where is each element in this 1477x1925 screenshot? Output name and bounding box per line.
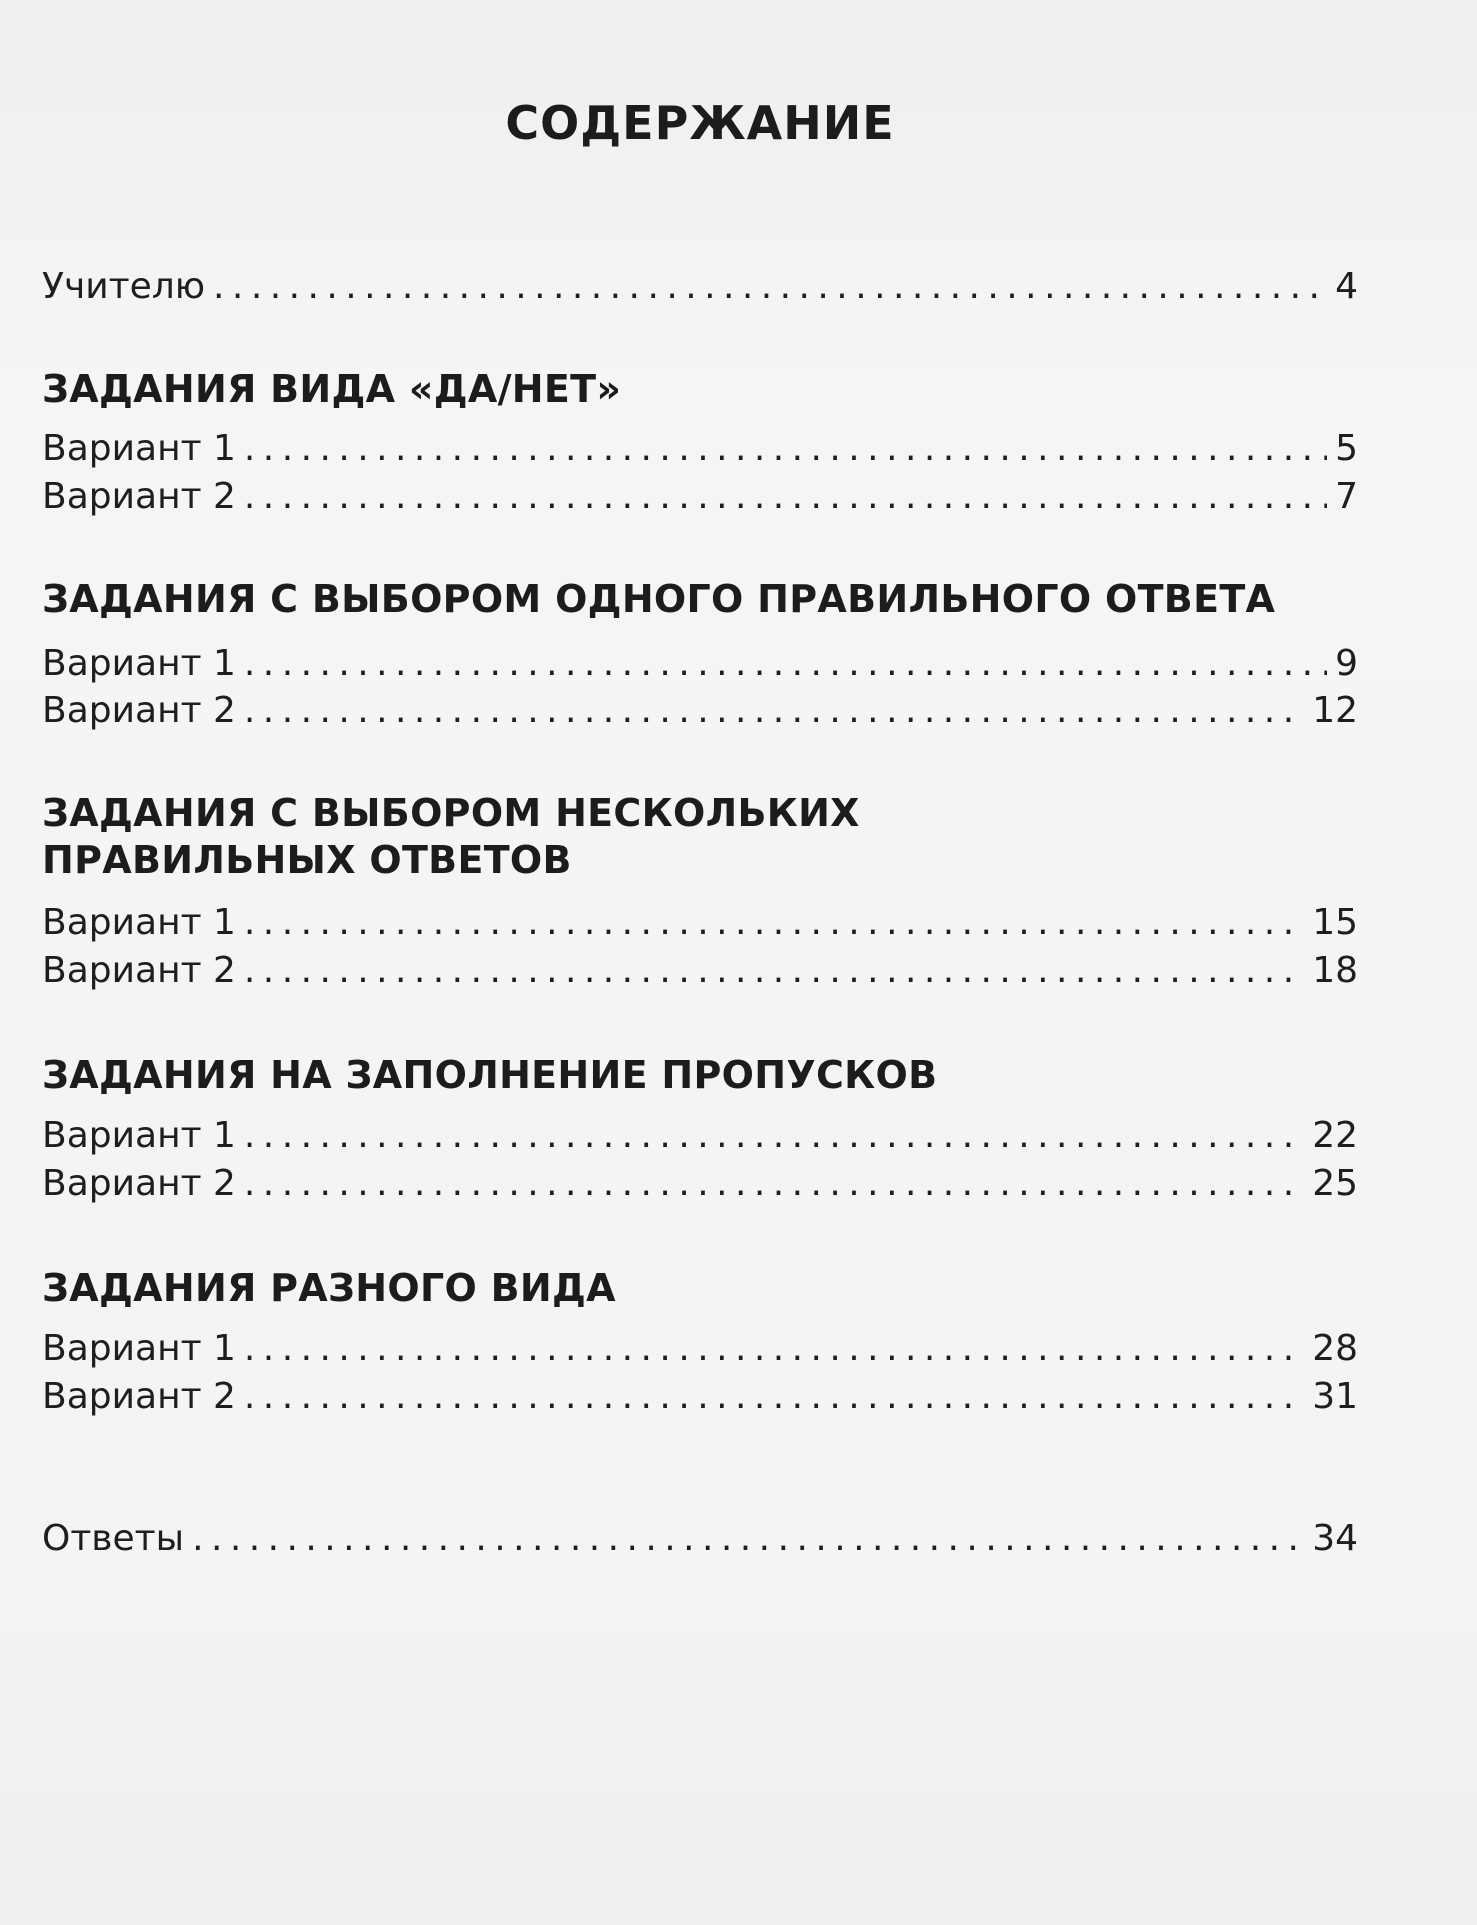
toc-entry-page: 12 [1312,690,1358,731]
leader-dots [192,1518,1304,1559]
toc-entry-multiple-choice-variant-2[interactable] [42,950,1358,998]
toc-entry-label: Вариант 2 [42,1163,236,1204]
leader-dots [244,428,1327,469]
leader-dots [244,1115,1304,1156]
toc-entry-page: 15 [1312,902,1358,943]
toc-entry-single-choice-variant-2[interactable] [42,690,1358,738]
section-heading-fill-gaps: ЗАДАНИЯ НА ЗАПОЛНЕНИЕ ПРОПУСКОВ [42,1053,938,1097]
toc-entry-answers[interactable] [42,1518,1358,1566]
toc-entry-page: 4 [1335,266,1358,307]
section-heading-line: ПРАВИЛЬНЫХ ОТВЕТОВ [42,838,572,882]
toc-entry-label: Вариант 1 [42,1115,236,1156]
toc-entry-page: 34 [1312,1518,1358,1559]
toc-entry-page: 28 [1312,1328,1358,1369]
toc-entry-mixed-variant-1[interactable] [42,1328,1358,1376]
toc-entry-label: Вариант 1 [42,902,236,943]
toc-entry-multiple-choice-variant-1[interactable] [42,902,1358,950]
toc-entry-page: 25 [1312,1163,1358,1204]
toc-entry-mixed-variant-2[interactable] [42,1376,1358,1424]
toc-entry-label: Вариант 2 [42,476,236,517]
section-heading-yes-no: ЗАДАНИЯ ВИДА «ДА/НЕТ» [42,367,622,411]
toc-entry-label: Ответы [42,1518,185,1559]
toc-entry-page: 7 [1335,476,1358,517]
toc-entry-label: Учителю [42,266,206,307]
section-heading-mixed: ЗАДАНИЯ РАЗНОГО ВИДА [42,1266,616,1310]
leader-dots [244,690,1304,731]
leader-dots [244,950,1304,991]
toc-entry-page: 9 [1335,643,1358,684]
page-title: СОДЕРЖАНИЕ [505,96,895,150]
toc-entry-label: Вариант 1 [42,1328,236,1369]
toc-entry-page: 5 [1335,428,1358,469]
leader-dots [244,1163,1304,1204]
leader-dots [244,902,1304,943]
toc-entry-fill-gaps-variant-1[interactable] [42,1115,1358,1163]
toc-entry-page: 31 [1312,1376,1358,1417]
leader-dots [244,643,1327,684]
toc-entry-label: Вариант 2 [42,950,236,991]
toc-entry-fill-gaps-variant-2[interactable] [42,1163,1358,1211]
toc-entry-yes-no-variant-2[interactable] [42,476,1358,524]
toc-entry-page: 18 [1312,950,1358,991]
section-heading-line: ЗАДАНИЯ С ВЫБОРОМ НЕСКОЛЬКИХ [42,791,860,835]
toc-entry-label: Вариант 1 [42,643,236,684]
toc-entry-label: Вариант 2 [42,1376,236,1417]
toc-entry-yes-no-variant-1[interactable] [42,428,1358,476]
leader-dots [213,266,1327,307]
toc-entry-single-choice-variant-1[interactable] [42,643,1358,691]
section-heading-single-choice: ЗАДАНИЯ С ВЫБОРОМ ОДНОГО ПРАВИЛЬНОГО ОТВЕТА [42,577,1276,621]
toc-entry-teacher[interactable] [42,266,1358,314]
toc-entry-label: Вариант 2 [42,690,236,731]
toc-entry-label: Вариант 1 [42,428,236,469]
toc-entry-page: 22 [1312,1115,1358,1156]
leader-dots [244,476,1327,517]
section-heading-multiple-choice [42,790,1362,884]
leader-dots [244,1328,1304,1369]
leader-dots [244,1376,1304,1417]
